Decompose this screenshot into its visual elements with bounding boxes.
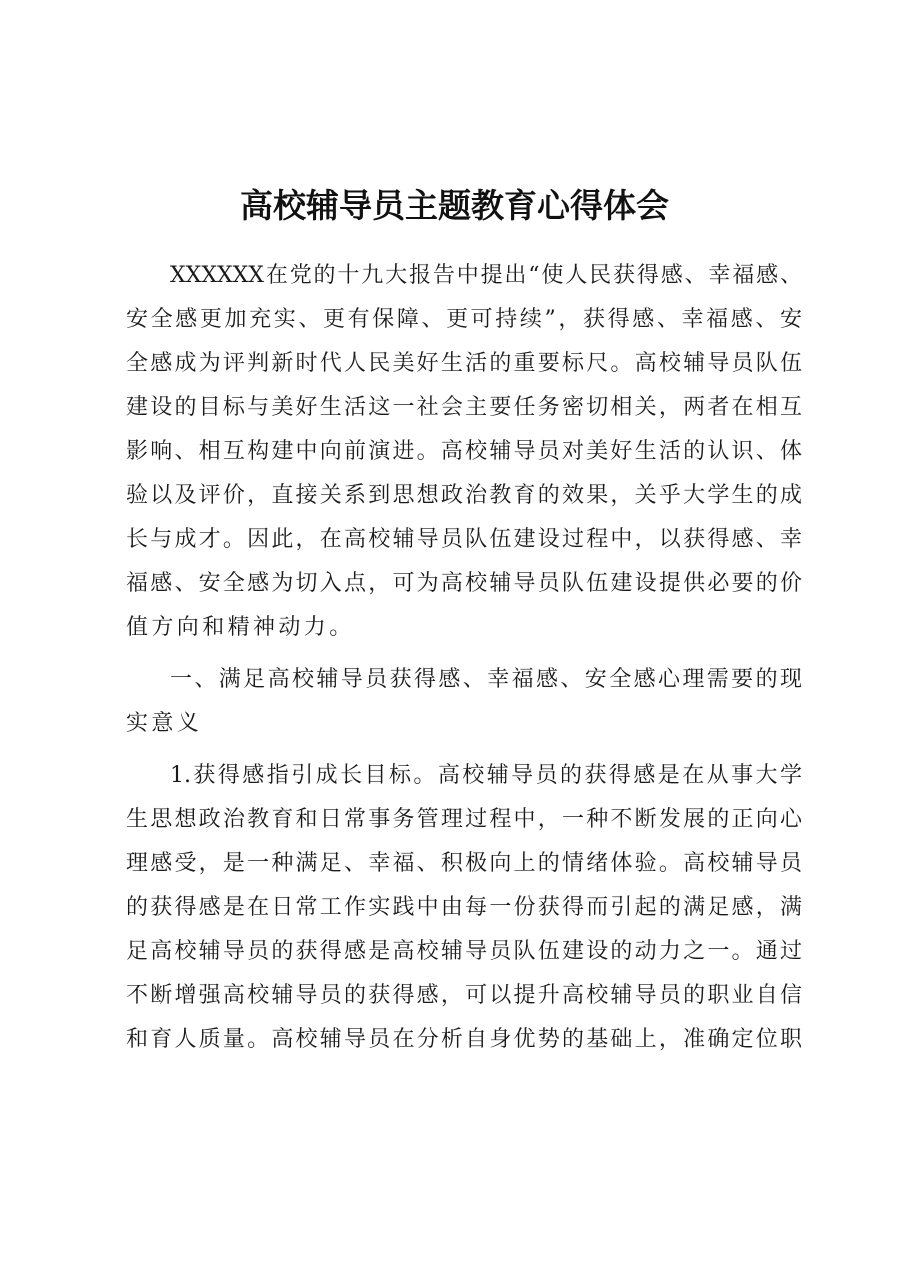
document-title: 高校辅导员主题教育心得体会 xyxy=(240,186,669,225)
text-line: 全感成为评判新时代人民美好生活的重要标尺。高校辅导员队伍 xyxy=(126,351,802,376)
text-line: 验以及评价，直接关系到思想政治教育的效果，关乎大学生的成 xyxy=(126,483,802,508)
document-body xyxy=(126,254,802,1062)
text-line: 1.获得感指引成长目标。高校辅导员的获得感是在从事大学 xyxy=(170,763,802,788)
text-line: 安全感更加充实、更有保障、更可持续”，获得感、幸福感、安 xyxy=(126,307,802,332)
text-line: 一、满足高校辅导员获得感、幸福感、安全感心理需要的现 xyxy=(170,667,802,692)
text-line: XXXXXX在党的十九大报告中提出“使人民获得感、幸福感、 xyxy=(170,263,802,288)
text-line: 影响、相互构建中向前演进。高校辅导员对美好生活的认识、体 xyxy=(126,439,802,464)
text-line: 福感、安全感为切入点，可为高校辅导员队伍建设提供必要的价 xyxy=(126,571,802,596)
text-line: 和育人质量。高校辅导员在分析自身优势的基础上，准确定位职 xyxy=(126,1027,802,1052)
section-heading xyxy=(126,658,802,746)
paragraph-point-1 xyxy=(126,754,802,1062)
text-line: 理感受，是一种满足、幸福、积极向上的情绪体验。高校辅导员 xyxy=(126,851,802,876)
text-line: 建设的目标与美好生活这一社会主要任务密切相关，两者在相互 xyxy=(126,395,802,420)
text-line: 长与成才。因此，在高校辅导员队伍建设过程中，以获得感、幸 xyxy=(126,527,802,552)
text-line: 实意义 xyxy=(126,711,203,736)
text-line: 足高校辅导员的获得感是高校辅导员队伍建设的动力之一。通过 xyxy=(126,939,802,964)
paragraph-intro xyxy=(126,254,802,650)
text-line: 值方向和精神动力。 xyxy=(126,615,355,640)
text-line: 不断增强高校辅导员的获得感，可以提升高校辅导员的职业自信 xyxy=(126,983,802,1008)
text-line: 生思想政治教育和日常事务管理过程中，一种不断发展的正向心 xyxy=(126,807,802,832)
text-line: 的获得感是在日常工作实践中由每一份获得而引起的满足感，满 xyxy=(126,895,802,920)
